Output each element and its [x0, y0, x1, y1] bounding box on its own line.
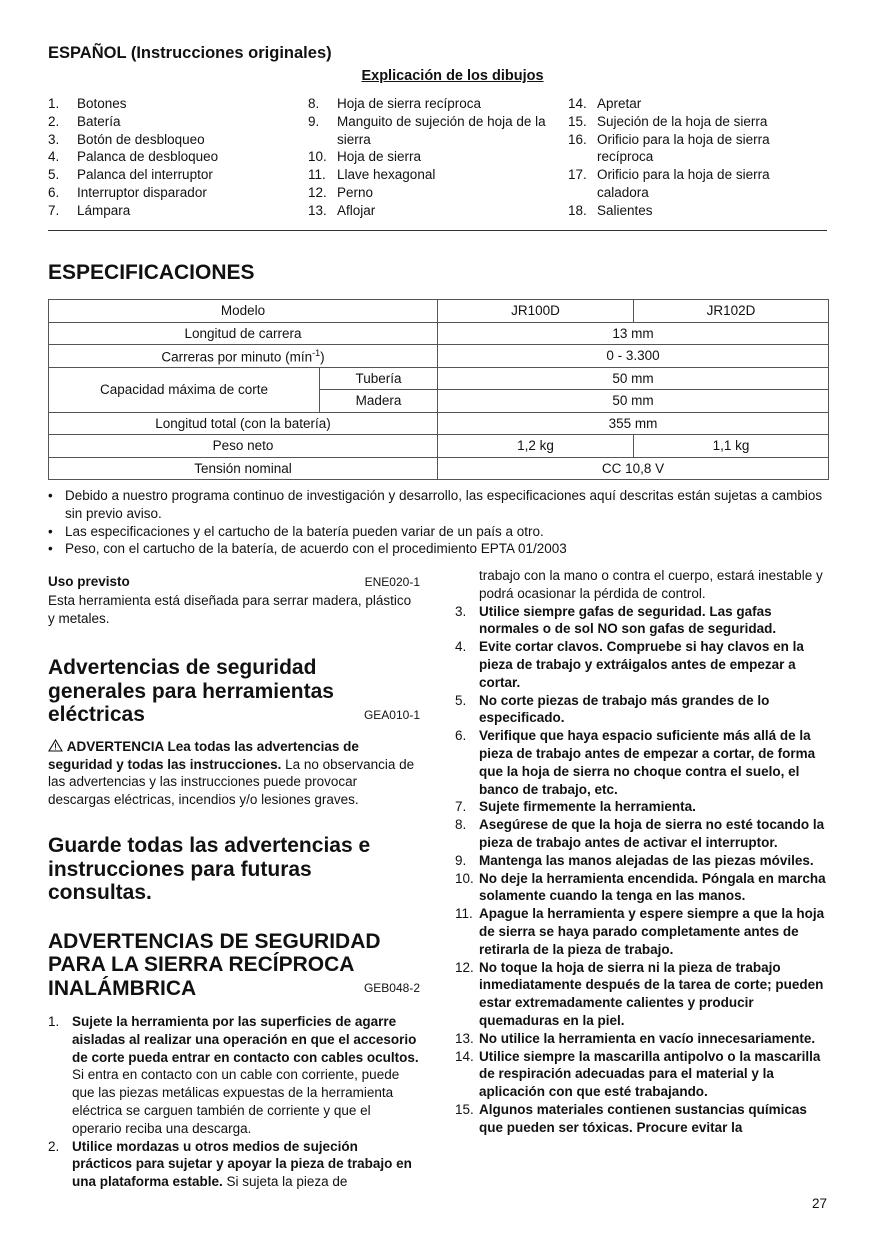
- stroke-value: 13 mm: [438, 322, 829, 345]
- legend-item: 18. Salientes: [568, 202, 653, 218]
- legend-item: 3. Botón de desbloqueo: [48, 131, 205, 147]
- voltage-label: Tensión nominal: [49, 457, 438, 480]
- legend-item: 12. Perno: [308, 184, 374, 200]
- list-item: 12. No toque la hoja de sierra ni la pieza de trabajo inmediatamente después de la tarea de corte; pueden estar extremadamente calientes y producir quemaduras en la piel.: [455, 959, 824, 1028]
- drawings-title: Explicación de los dibujos: [361, 68, 544, 84]
- saw-warnings-title: ADVERTENCIAS DE SEGURIDAD PARA LA SIERRA RECÍPROCA INALÁMBRICA: [48, 929, 381, 1000]
- legend-item: 10. Hoja de sierra: [308, 149, 422, 165]
- intended-use-header: [48, 573, 420, 592]
- model-jr102d: JR102D: [634, 300, 829, 323]
- list-item: 6. Verifique que haya espacio suficiente más allá de la pieza de trabajo antes de empezar a cortar, de forma que la hoja de sierra no choque contra el suelo, el banco de trabajo, etc.: [455, 728, 816, 797]
- language-heading: ESPAÑOL (Instrucciones originales): [48, 44, 332, 62]
- weight-jr102d: 1,1 kg: [634, 435, 829, 458]
- saw-warnings-code: GEB048-2: [363, 981, 420, 996]
- page-number: 27: [811, 1196, 827, 1211]
- list-item: 15. Algunos materiales contienen sustancias químicas que pueden ser tóxicas. Procure evitar la: [455, 1101, 807, 1135]
- legend-item: 9. Manguito de sujeción de hoja de la sierra: [308, 113, 546, 147]
- list-item: • Peso, con el cartucho de la batería, de acuerdo con el procedimiento EPTA 01/2003: [48, 541, 567, 557]
- list-item: 1. Sujete la herramienta por las superficies de agarre aisladas al realizar una operación en que el accesorio de corte pueda entrar en contacto con cables ocultos. Si entra en contacto con un cable con corriente, puede que las piezas metálicas expuestas de la herramienta eléctrica se carguen también de corriente y que el operario reciba una descarga.: [48, 1014, 419, 1136]
- saw-warnings-header: [48, 930, 420, 1001]
- legend-item: 14. Apretar: [568, 96, 642, 111]
- legend-item: 7. Lámpara: [48, 202, 131, 218]
- drawings-explanation-heading: [0, 67, 875, 85]
- list-item: 3. Utilice siempre gafas de seguridad. Las gafas normales o de sol NO son gafas de seguridad.: [455, 603, 777, 637]
- table-row: [49, 412, 829, 435]
- legend-item: 11. Llave hexagonal: [308, 167, 436, 183]
- legend-column-2: [308, 95, 558, 220]
- list-item: 4. Evite cortar clavos. Compruebe si hay clavos en la pieza de trabajo y extráigalos antes de empezar a cortar.: [455, 639, 804, 690]
- legend-item: 6. Interruptor disparador: [48, 184, 207, 200]
- continuation-text: trabajo con la mano o contra el cuerpo, estará inestable y podrá ocasionar la pérdida de control.: [479, 568, 823, 601]
- legend-item: 16. Orificio para la hoja de sierra recíproca: [568, 131, 770, 165]
- list-item: 14. Utilice siempre la mascarilla antipolvo o la mascarilla de respiración adecuadas para el material y la aplicación con que esté trabajando.: [455, 1048, 821, 1100]
- intended-use-title: Uso previsto: [48, 574, 130, 589]
- list-item: 7. Sujete firmemente la herramienta.: [455, 799, 696, 815]
- legend-column-3: [568, 95, 823, 220]
- list-item: 10. No deje la herramienta encendida. Póngala en marcha solamente cuando la tenga en las manos.: [455, 870, 826, 904]
- voltage-value: CC 10,8 V: [438, 457, 829, 480]
- legend-column-1: [48, 95, 298, 220]
- weight-label: Peso neto: [49, 435, 438, 458]
- general-warnings-code: GEA010-1: [363, 708, 420, 723]
- model-jr100d: JR100D: [438, 300, 634, 323]
- list-item: • Debido a nuestro programa continuo de investigación y desarrollo, las especificaciones aquí descritas están sujetas a cambios sin previo aviso.: [48, 488, 823, 521]
- list-item: 2. Utilice mordazas u otros medios de sujeción prácticos para sujetar y apoyar la pieza de trabajo en una plataforma estable. Si sujeta la pieza de: [48, 1138, 412, 1190]
- weight-jr100d: 1,2 kg: [438, 435, 634, 458]
- spm-label: Carreras por minuto (mín$^{-1}$): [49, 345, 438, 368]
- capacity-label: Capacidad máxima de corte: [49, 367, 320, 412]
- length-value: 355 mm: [438, 412, 829, 435]
- spm-value: 0 - 3.300: [438, 345, 829, 368]
- legend-item: 15. Sujeción de la hoja de sierra: [568, 113, 768, 129]
- saw-warnings-list: [48, 1013, 420, 1191]
- model-label: Modelo: [49, 300, 438, 323]
- right-column: [455, 567, 830, 1137]
- table-row: [49, 457, 829, 480]
- save-warnings-title: Guarde todas las advertencias e instrucciones para futuras consultas.: [48, 834, 371, 905]
- list-item: 11. Apague la herramienta y espere siempre a que la hoja de sierra se haya parado completamente antes de retirarla de la pieza de trabajo.: [455, 906, 825, 957]
- wood-label: Madera: [320, 390, 438, 413]
- warning-bold-text: ADVERTENCIA Lea todas las advertencias de seguridad y todas las instrucciones.: [48, 738, 359, 772]
- table-row: [49, 345, 829, 368]
- warning-text: La no observancia de las advertencias y las instrucciones puede provocar descargas eléctricas, incendios y/o lesiones graves.: [48, 756, 415, 808]
- legend-item: 2. Batería: [48, 113, 121, 129]
- table-row: [49, 300, 829, 323]
- legend-item: 13. Aflojar: [308, 202, 376, 218]
- warning-paragraph: [48, 738, 420, 809]
- list-item: 8. Asegúrese de que la hoja de sierra no esté tocando la pieza de trabajo antes de activar el interruptor.: [455, 817, 825, 850]
- legend-item: 1. Botones: [48, 96, 127, 111]
- legend-item: 5. Palanca del interruptor: [48, 167, 213, 183]
- list-item: 9. Mantenga las manos alejadas de las piezas móviles.: [455, 852, 814, 868]
- list-item: • Las especificaciones y el cartucho de la batería pueden variar de un país a otro.: [48, 523, 544, 539]
- stroke-label: Longitud de carrera: [49, 322, 438, 345]
- section-divider: [48, 230, 827, 231]
- length-label: Longitud total (con la batería): [49, 412, 438, 435]
- table-row: [49, 322, 829, 345]
- pipe-label: Tubería: [320, 367, 438, 390]
- left-column: [48, 573, 420, 1191]
- intended-use-text: Esta herramienta está diseñada para serrar madera, plástico y metales.: [48, 592, 412, 626]
- spec-notes: [48, 487, 838, 558]
- specifications-table: [48, 299, 829, 480]
- warning-triangle-icon: [48, 739, 63, 752]
- wood-value: 50 mm: [438, 390, 829, 413]
- legend-item: 8. Hoja de sierra recíproca: [308, 96, 482, 111]
- intended-use-code: ENE020-1: [364, 575, 420, 589]
- legend-item: 17. Orificio para la hoja de sierra caladora: [568, 167, 770, 200]
- general-warnings-header: [48, 656, 420, 727]
- specifications-title: ESPECIFICACIONES: [48, 261, 255, 284]
- list-item: 5. No corte piezas de trabajo más grandes de lo especificado.: [455, 692, 770, 726]
- general-warnings-title: Advertencias de seguridad generales para herramientas eléctricas: [48, 656, 334, 727]
- table-row: [49, 435, 829, 458]
- list-item: 13. No utilice la herramienta en vacío innecesariamente.: [455, 1030, 816, 1046]
- table-row: [49, 367, 829, 390]
- pipe-value: 50 mm: [438, 367, 829, 390]
- legend-item: 4. Palanca de desbloqueo: [48, 149, 219, 165]
